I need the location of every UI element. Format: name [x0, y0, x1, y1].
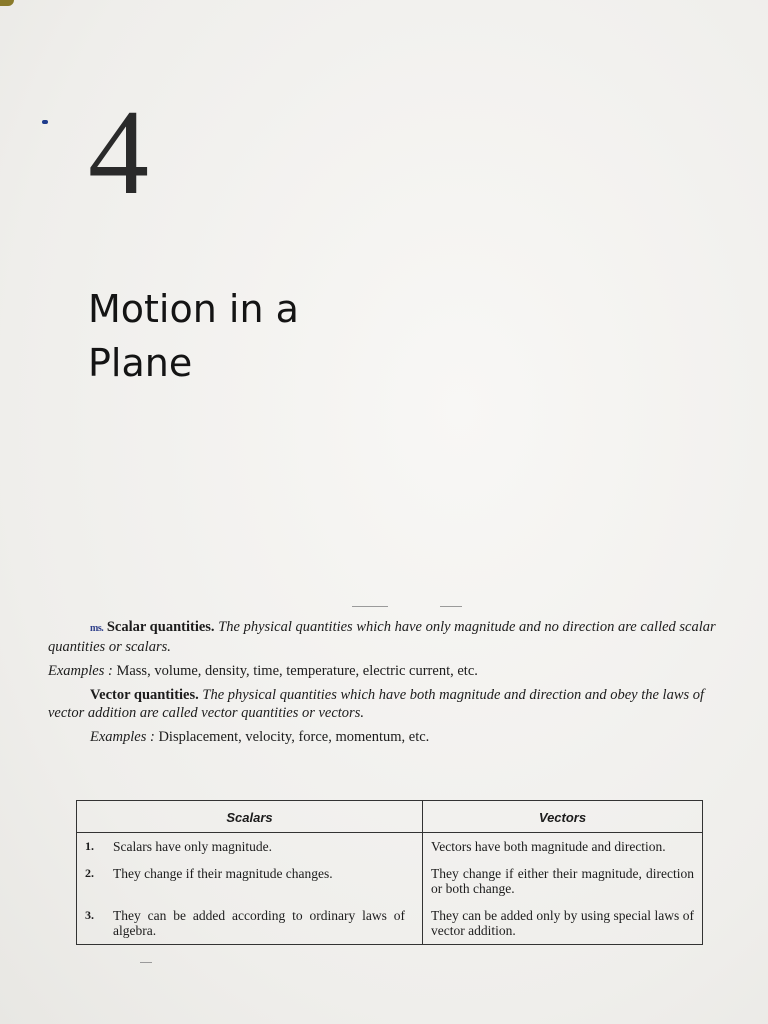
vector-definition	[48, 686, 734, 722]
vector-examples	[90, 728, 734, 746]
vector-examples-label: Examples :	[90, 729, 155, 745]
scalar-examples	[48, 662, 734, 680]
scalar-term: Scalar quantities.	[106, 619, 215, 635]
scalar-examples-text: Mass, volume, density, time, temperature, electric current, etc.	[116, 663, 478, 679]
vector-examples-text: Displacement, velocity, force, momentum, etc.	[158, 729, 430, 745]
chapter-title-line-2: Plane	[88, 341, 193, 385]
row-number: 2.	[85, 866, 94, 880]
scalar-examples-label: Examples :	[48, 663, 113, 679]
margin-ink-dot	[42, 120, 48, 124]
vector-cell: They change if either their magnitude, direction or both change.	[423, 860, 703, 902]
table-row	[77, 902, 703, 945]
scalar-definition	[48, 618, 734, 656]
vector-cell: They can be added only by using special laws of vector addition.	[423, 902, 703, 945]
section-tag: ms.	[90, 623, 104, 634]
table-header-row	[77, 801, 703, 833]
chapter-number: 4	[88, 85, 149, 220]
scalar-definition-text: The physical quantities which have only magnitude and no direction are called scalar quantities or scalars.	[48, 619, 716, 655]
chapter-title	[88, 282, 299, 390]
stray-mark	[440, 606, 462, 607]
chapter-title-line-1: Motion in a	[88, 287, 299, 331]
scalar-cell	[77, 902, 423, 945]
scalar-cell-text: They can be added according to ordinary laws of algebra.	[113, 908, 405, 938]
scalar-cell-text: They change if their magnitude changes.	[113, 866, 333, 881]
header-vectors: Vectors	[423, 801, 703, 833]
scalar-cell	[77, 833, 423, 861]
row-number: 3.	[85, 908, 94, 922]
vector-term: Vector quantities.	[90, 687, 199, 703]
header-scalars: Scalars	[77, 801, 423, 833]
stray-mark	[352, 606, 388, 607]
vector-cell: Vectors have both magnitude and direction.	[423, 833, 703, 861]
row-number: 1.	[85, 839, 94, 853]
table-row	[77, 860, 703, 902]
scalar-cell	[77, 860, 423, 902]
table-row	[77, 833, 703, 861]
scalar-cell-text: Scalars have only magnitude.	[113, 839, 272, 854]
scalars-vs-vectors-table	[76, 800, 703, 945]
stray-mark	[140, 962, 152, 963]
vector-definition-text: The physical quantities which have both magnitude and direction and obey the laws of vector addition are called vector quantities or vectors.	[48, 687, 705, 721]
intro-section	[48, 618, 734, 752]
